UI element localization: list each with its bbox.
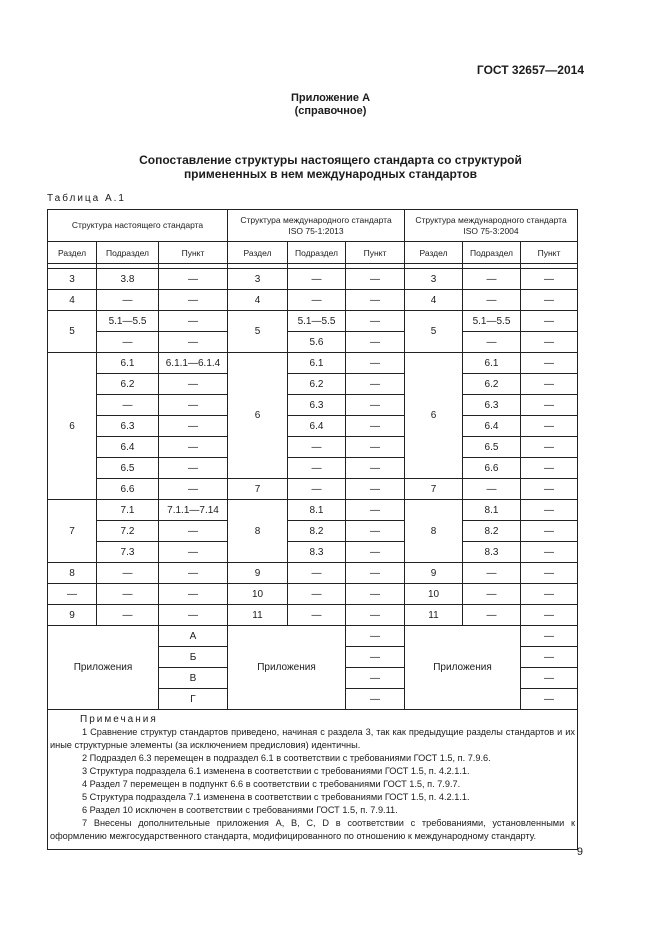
table-cell: — <box>521 332 578 353</box>
table-cell: — <box>521 521 578 542</box>
table-row <box>48 458 578 479</box>
table-cell: — <box>288 290 346 311</box>
note-item: 1 Сравнение структур стандартов приведено, начиная с раздела 3, так как предыдущие разделы стандартов и их иные структурные элементы (за исключением предисловия) идентичны. <box>50 727 575 750</box>
table-row <box>48 563 578 584</box>
table-cell: 7.3 <box>97 542 159 563</box>
table-cell: — <box>97 332 159 353</box>
table-cell: — <box>521 689 578 710</box>
table-cell: — <box>288 605 346 626</box>
column-header: Пункт <box>346 242 405 264</box>
table-cell: — <box>97 395 159 416</box>
table-row <box>48 521 578 542</box>
table-cell: — <box>346 542 405 563</box>
table-cell: — <box>521 311 578 332</box>
table-cell: — <box>346 626 405 647</box>
table-cell: 8.2 <box>463 521 521 542</box>
table-cell: — <box>346 500 405 521</box>
table-cell: — <box>159 458 228 479</box>
table-cell: — <box>346 290 405 311</box>
group-header: Структура международного стандарта ISO 75-1:2013 <box>228 210 405 242</box>
table-cell: — <box>521 626 578 647</box>
table-cell: 5 <box>405 311 463 353</box>
note-item: 5 Структура подраздела 7.1 изменена в соответствии с требованиями ГОСТ 1.5, п. 4.2.1.1. <box>82 792 470 802</box>
table-cell: 6.2 <box>463 374 521 395</box>
note-item: 3 Структура подраздела 6.1 изменена в соответствии с требованиями ГОСТ 1.5, п. 4.2.1.1. <box>82 766 470 776</box>
table-cell: — <box>521 416 578 437</box>
table-cell: 5.1—5.5 <box>463 311 521 332</box>
note-item: 2 Подраздел 6.3 перемещен в подраздел 6.1 в соответствии с требованиями ГОСТ 1.5, п. 7.9.6. <box>82 753 491 763</box>
table-row <box>48 353 578 374</box>
table-cell: 3 <box>228 269 288 290</box>
table-row <box>48 500 578 521</box>
table-row-annexes <box>48 626 578 647</box>
table-cell: 8 <box>228 500 288 563</box>
column-header: Раздел <box>228 242 288 264</box>
table-cell: — <box>346 689 405 710</box>
table-row <box>48 437 578 458</box>
table-cell: — <box>521 542 578 563</box>
table-row <box>48 605 578 626</box>
table-cell: 5 <box>48 311 97 353</box>
annexes-label: Приложения <box>228 626 346 710</box>
notes-heading: Примечания <box>80 714 158 725</box>
table-cell: 5.1—5.5 <box>97 311 159 332</box>
table-cell: — <box>288 479 346 500</box>
group-header: Структура настоящего стандарта <box>48 210 228 242</box>
table-cell: 8.1 <box>288 500 346 521</box>
table-cell: — <box>97 563 159 584</box>
table-cell: 7 <box>228 479 288 500</box>
table-cell: 6.2 <box>97 374 159 395</box>
group-header: Структура международного стандарта ISO 75-3:2004 <box>405 210 578 242</box>
table-cell: 8.3 <box>288 542 346 563</box>
note-item: 6 Раздел 10 исключен в соответствии с требованиями ГОСТ 1.5, п. 7.9.11. <box>82 805 398 815</box>
table-cell: — <box>159 332 228 353</box>
comparison-table <box>47 209 578 850</box>
table-cell: — <box>346 479 405 500</box>
table-cell: — <box>346 269 405 290</box>
table-cell: — <box>159 563 228 584</box>
annex-heading <box>0 92 661 118</box>
table-cell: 7 <box>405 479 463 500</box>
table-cell: — <box>346 584 405 605</box>
page-number: 9 <box>576 846 583 858</box>
table-cell: — <box>346 416 405 437</box>
annexes-label: Приложения <box>405 626 521 710</box>
table-cell: 7.1.1—7.14 <box>159 500 228 521</box>
table-cell: 7.1 <box>97 500 159 521</box>
table-cell: — <box>346 458 405 479</box>
table-cell: 8 <box>48 563 97 584</box>
table-cell: 6.5 <box>97 458 159 479</box>
table-cell: 6.3 <box>97 416 159 437</box>
table-cell: 6.6 <box>463 458 521 479</box>
table-cell: — <box>159 479 228 500</box>
table-cell: — <box>159 542 228 563</box>
table-cell: — <box>521 290 578 311</box>
table-cell: — <box>159 269 228 290</box>
table-cell: 6 <box>48 353 97 500</box>
table-cell: 3 <box>405 269 463 290</box>
table-cell: — <box>521 395 578 416</box>
table-cell: — <box>521 269 578 290</box>
table-cell: — <box>521 353 578 374</box>
table-cell: 6.4 <box>463 416 521 437</box>
table-cell: 10 <box>405 584 463 605</box>
annex-letter: В <box>159 668 228 689</box>
table-cell: 7 <box>48 500 97 563</box>
table-cell: 6.1 <box>463 353 521 374</box>
table-cell: — <box>288 437 346 458</box>
table-cell: — <box>159 374 228 395</box>
table-cell: — <box>346 668 405 689</box>
table-row <box>48 416 578 437</box>
document-code: ГОСТ 32657—2014 <box>476 63 584 77</box>
table-cell: — <box>521 479 578 500</box>
table-cell: 6.1 <box>97 353 159 374</box>
table-cell: 9 <box>228 563 288 584</box>
table-cell: — <box>463 269 521 290</box>
table-cell: 6.5 <box>463 437 521 458</box>
table-cell: — <box>521 668 578 689</box>
table-cell: — <box>346 437 405 458</box>
table-cell: — <box>159 290 228 311</box>
annex-letter: А <box>159 626 228 647</box>
table-cell: — <box>521 647 578 668</box>
table-cell: 9 <box>48 605 97 626</box>
table-cell: — <box>346 332 405 353</box>
table-cell: 6 <box>405 353 463 479</box>
column-header: Подраздел <box>97 242 159 264</box>
table-cell: — <box>346 647 405 668</box>
table-cell: 8.3 <box>463 542 521 563</box>
table-cell: — <box>159 584 228 605</box>
table-cell: — <box>521 605 578 626</box>
table-cell: — <box>159 395 228 416</box>
table-cell: — <box>346 563 405 584</box>
column-header: Подраздел <box>463 242 521 264</box>
table-cell: 8 <box>405 500 463 563</box>
table-cell: — <box>463 332 521 353</box>
column-header: Пункт <box>521 242 578 264</box>
table-cell: 3 <box>48 269 97 290</box>
table-cell: 6.3 <box>288 395 346 416</box>
table-cell: — <box>521 500 578 521</box>
table-group-header-row <box>48 210 578 242</box>
table-cell: — <box>288 269 346 290</box>
table-cell: — <box>346 521 405 542</box>
annex-letter: Г <box>159 689 228 710</box>
annex-title: Приложение А <box>290 92 371 104</box>
column-header: Подраздел <box>288 242 346 264</box>
annexes-label: Приложения <box>48 626 159 710</box>
table-cell: — <box>521 374 578 395</box>
table-row <box>48 395 578 416</box>
table-column-header-row <box>48 242 578 264</box>
table-cell: 5.6 <box>288 332 346 353</box>
table-cell: — <box>346 605 405 626</box>
table-cell: 6.3 <box>463 395 521 416</box>
table-cell: — <box>463 605 521 626</box>
table-cell: 4 <box>228 290 288 311</box>
table-cell: — <box>288 458 346 479</box>
table-cell: 5 <box>228 311 288 353</box>
table-cell: 4 <box>405 290 463 311</box>
section-title <box>0 153 661 181</box>
table-cell: — <box>159 311 228 332</box>
table-cell: 8.2 <box>288 521 346 542</box>
table-cell: — <box>97 290 159 311</box>
table-row <box>48 542 578 563</box>
table-cell: 6.1.1—6.1.4 <box>159 353 228 374</box>
table-cell: — <box>463 584 521 605</box>
table-cell: 6.2 <box>288 374 346 395</box>
annex-subtitle: (справочное) <box>294 105 367 117</box>
section-title-line1: Сопоставление структуры настоящего стандарта со структурой <box>139 153 522 167</box>
notes-cell <box>48 710 578 850</box>
table-cell: — <box>521 437 578 458</box>
table-cell: — <box>159 416 228 437</box>
note-item: 7 Внесены дополнительные приложения А, В, С, D в соответствии с требованиями, установленными к оформлению межгосударственного стандарта, модифицированного по отношению к международному стандарту. <box>50 818 575 841</box>
notes-row <box>48 710 578 850</box>
table-cell: 6.4 <box>97 437 159 458</box>
table-cell: — <box>346 353 405 374</box>
table-cell: — <box>346 395 405 416</box>
note-item: 4 Раздел 7 перемещен в подпункт 6.6 в соответствии с требованиями ГОСТ 1.5, п. 7.9.7. <box>82 779 461 789</box>
column-header: Раздел <box>405 242 463 264</box>
table-cell: 8.1 <box>463 500 521 521</box>
table-cell: 10 <box>228 584 288 605</box>
table-cell: 6 <box>228 353 288 479</box>
table-cell: 6.1 <box>288 353 346 374</box>
table-cell: — <box>97 605 159 626</box>
table-row <box>48 332 578 353</box>
table-row <box>48 584 578 605</box>
table-row <box>48 374 578 395</box>
annex-letter: Б <box>159 647 228 668</box>
table-cell: — <box>521 563 578 584</box>
table-label: Таблица А.1 <box>47 193 126 204</box>
table-row <box>48 290 578 311</box>
table-cell: — <box>463 290 521 311</box>
table-cell: 6.4 <box>288 416 346 437</box>
table-cell: — <box>159 521 228 542</box>
table-cell: — <box>97 584 159 605</box>
column-header: Раздел <box>48 242 97 264</box>
table-cell: 3.8 <box>97 269 159 290</box>
column-header: Пункт <box>159 242 228 264</box>
section-title-line2: примененных в нем международных стандартов <box>183 167 478 181</box>
table-row <box>48 311 578 332</box>
table-row <box>48 269 578 290</box>
table-row <box>48 479 578 500</box>
table-cell: 5.1—5.5 <box>288 311 346 332</box>
table-cell: 9 <box>405 563 463 584</box>
table-cell: — <box>288 563 346 584</box>
table-cell: 6.6 <box>97 479 159 500</box>
table-cell: 4 <box>48 290 97 311</box>
table-cell: — <box>288 584 346 605</box>
table-cell: — <box>521 458 578 479</box>
table-cell: — <box>463 479 521 500</box>
table-cell: 11 <box>405 605 463 626</box>
table-cell: — <box>463 563 521 584</box>
table-cell: — <box>521 584 578 605</box>
table-cell: — <box>346 311 405 332</box>
table-cell: — <box>346 374 405 395</box>
table-cell: 7.2 <box>97 521 159 542</box>
table-cell: — <box>48 584 97 605</box>
table-cell: 11 <box>228 605 288 626</box>
table-cell: — <box>159 605 228 626</box>
table-cell: — <box>159 437 228 458</box>
